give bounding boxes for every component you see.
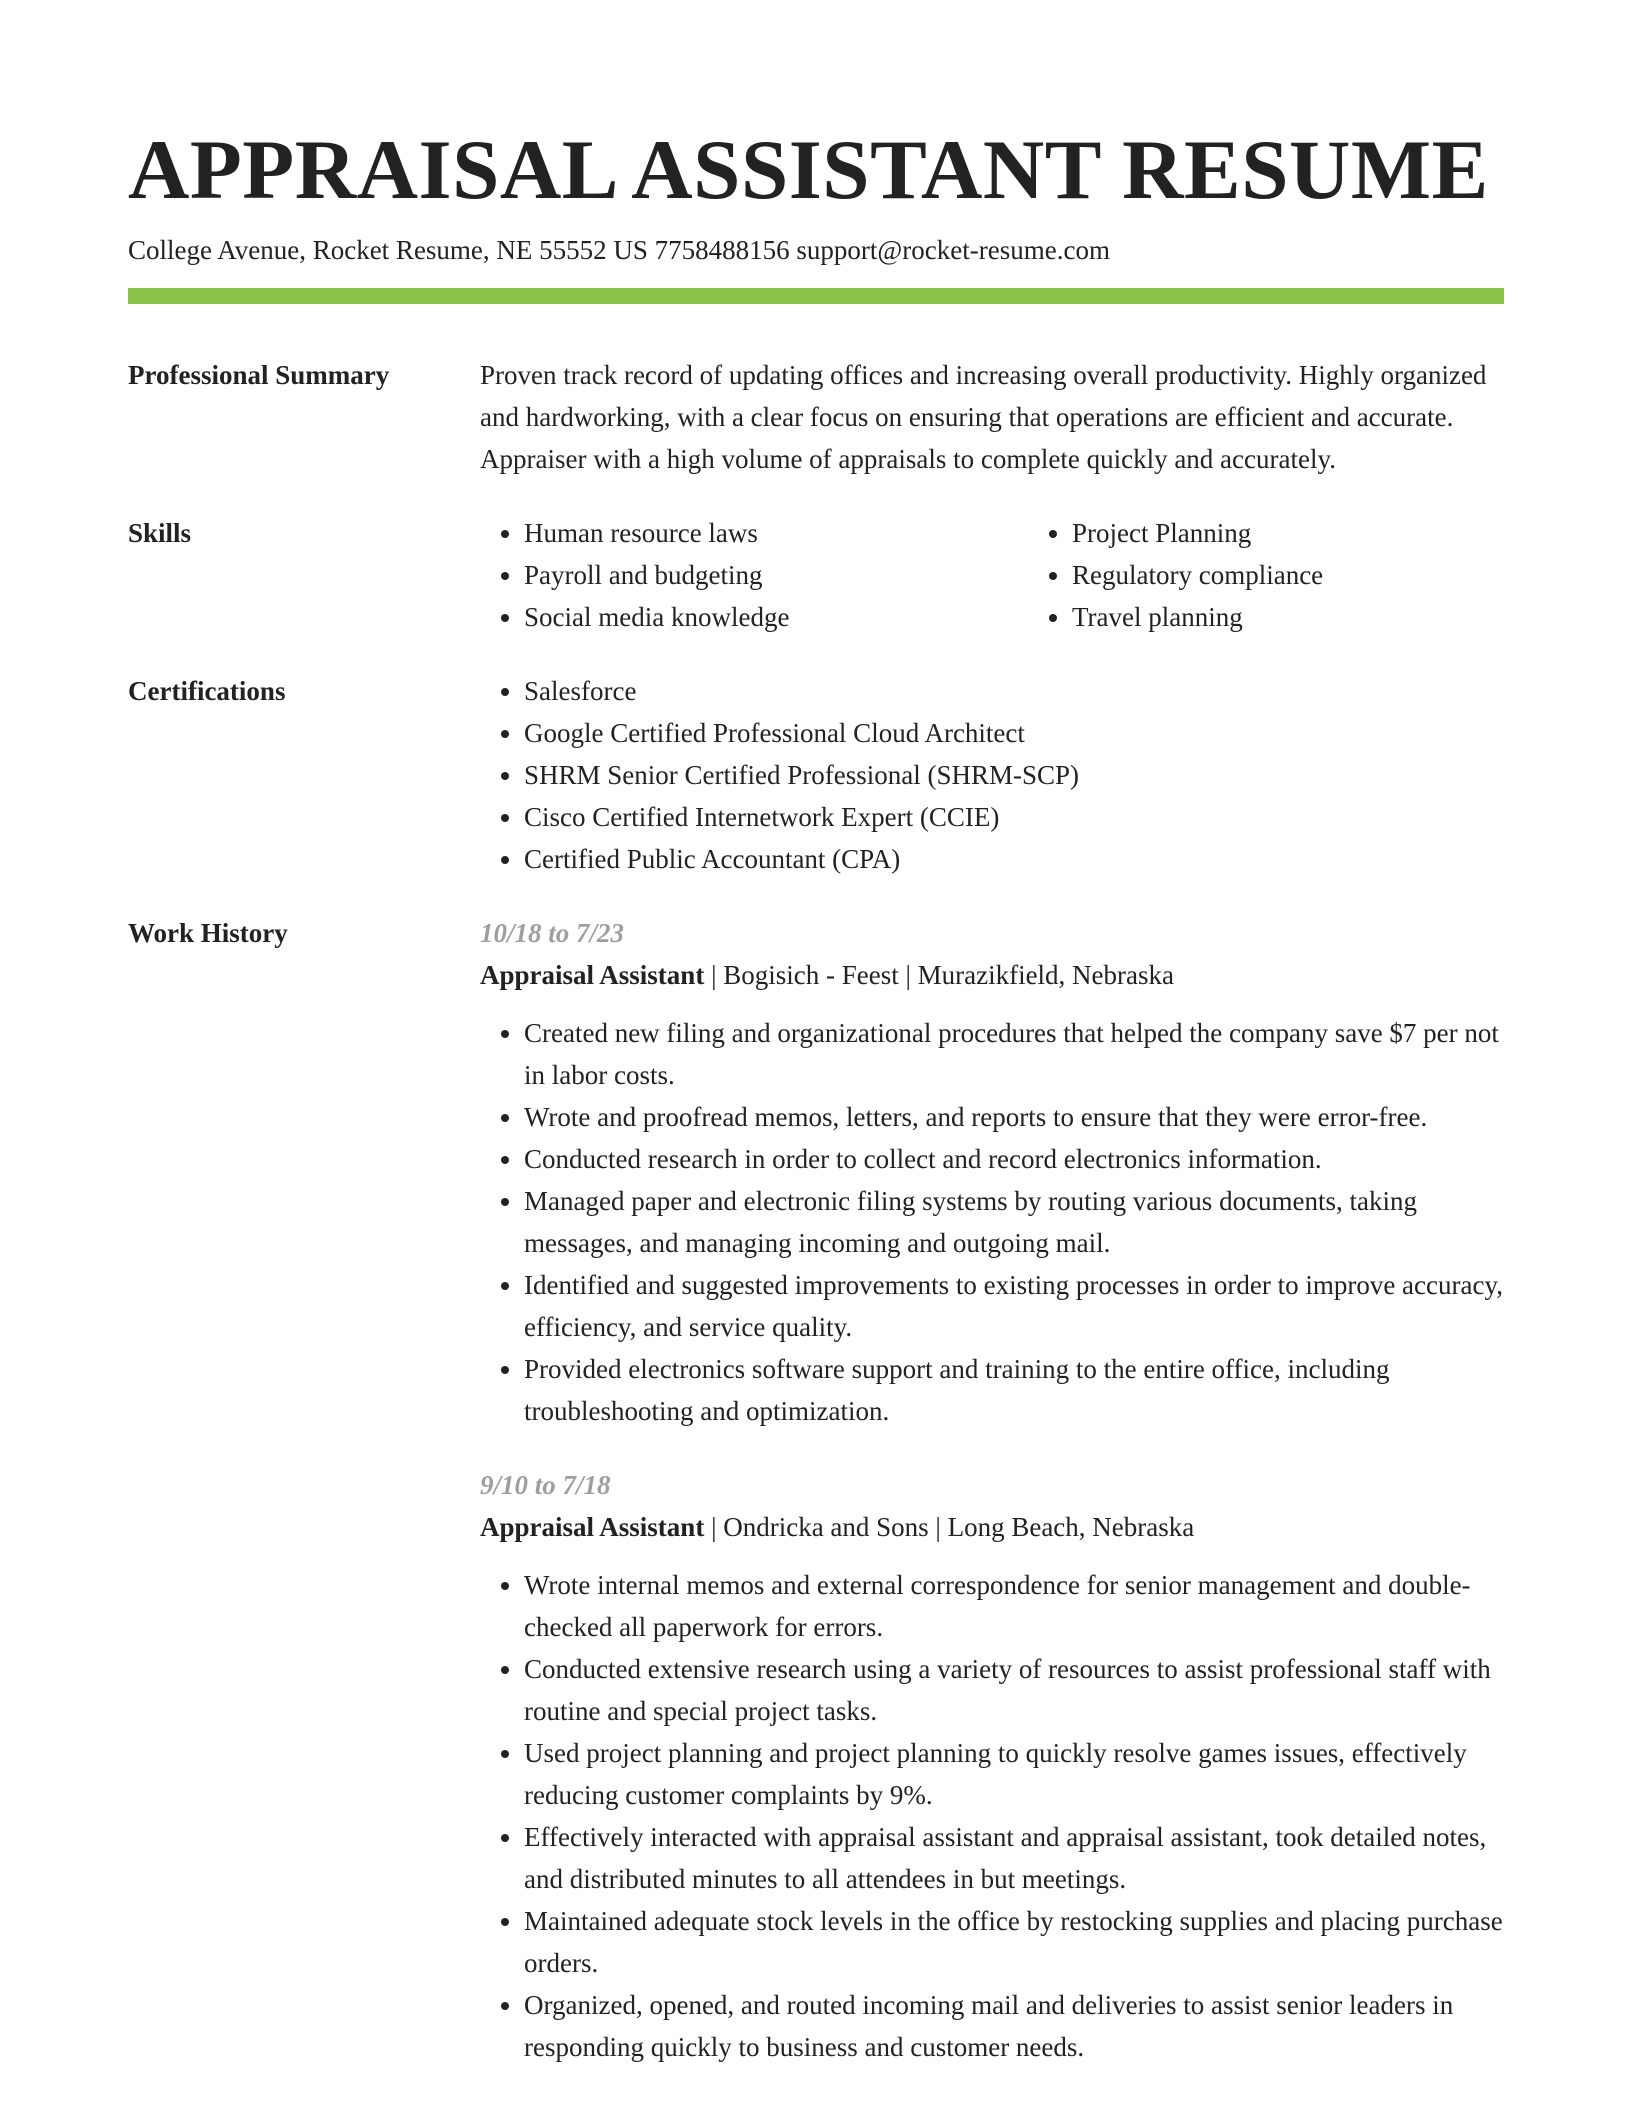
skill-item: • Social media knowledge bbox=[524, 596, 1028, 638]
job-heading bbox=[480, 1506, 1504, 1548]
summary-section bbox=[128, 354, 1504, 480]
contact-line: College Avenue, Rocket Resume, NE 55552 US 7758488156 support@rocket-resume.com bbox=[128, 235, 1110, 265]
skill-item: • Regulatory compliance bbox=[1072, 554, 1592, 596]
skills-section bbox=[128, 512, 1504, 638]
certifications-label: Certifications bbox=[128, 676, 286, 706]
job-dates: 10/18 to 7/23 bbox=[480, 918, 625, 948]
skill-item: • Human resource laws bbox=[524, 512, 1028, 554]
job-entry bbox=[480, 912, 1504, 1432]
certification-item: • SHRM Senior Certified Professional (SHRM-SCP) bbox=[524, 754, 1504, 796]
header-divider bbox=[128, 288, 1504, 304]
job-bullet: • Created new filing and organizational procedures that helped the company save $7 per not in labor costs. bbox=[524, 1012, 1504, 1096]
job-bullet: • Identified and suggested improvements to existing processes in order to improve accuracy, efficiency, and service quality. bbox=[524, 1264, 1504, 1348]
skills-label: Skills bbox=[128, 518, 192, 548]
work-history-section bbox=[128, 912, 1504, 2068]
skills-column-1 bbox=[480, 512, 1028, 638]
certification-item: • Cisco Certified Internetwork Expert (CCIE) bbox=[524, 796, 1504, 838]
skill-item: • Payroll and budgeting bbox=[524, 554, 1028, 596]
job-bullets bbox=[480, 1012, 1504, 1432]
skill-item: • Project Planning bbox=[1072, 512, 1592, 554]
job-bullet: • Used project planning and project planning to quickly resolve games issues, effectively reducing customer complaints by 9%. bbox=[524, 1732, 1504, 1816]
certifications-bullets bbox=[480, 670, 1504, 880]
job-bullet: • Conducted extensive research using a variety of resources to assist professional staff with routine and special project tasks. bbox=[524, 1648, 1504, 1732]
job-title: Appraisal Assistant bbox=[480, 1512, 705, 1542]
summary-text: Proven track record of updating offices and increasing overall productivity. Highly organized and hardworking, with a clear focus on ensuring that operations are efficient and accurate. Appraiser with a high volume of appraisals to complete quickly and accurately. bbox=[480, 360, 1487, 474]
work-history-list bbox=[480, 912, 1504, 2068]
certifications-section bbox=[128, 670, 1504, 880]
job-bullet: • Conducted research in order to collect and record electronics information. bbox=[524, 1138, 1504, 1180]
job-company-location: | Bogisich - Feest | Murazikfield, Nebraska bbox=[704, 960, 1175, 990]
job-bullet: • Effectively interacted with appraisal assistant and appraisal assistant, took detailed notes, and distributed minutes to all attendees in but meetings. bbox=[524, 1816, 1504, 1900]
resume-page bbox=[128, 120, 1504, 2068]
job-bullet: • Managed paper and electronic filing systems by routing various documents, taking messages, and managing incoming and outgoing mail. bbox=[524, 1180, 1504, 1264]
job-bullet: • Wrote internal memos and external correspondence for senior management and double-checked all paperwork for errors. bbox=[524, 1564, 1504, 1648]
certification-item: • Google Certified Professional Cloud Architect bbox=[524, 712, 1504, 754]
job-company-location: | Ondricka and Sons | Long Beach, Nebraska bbox=[704, 1512, 1195, 1542]
work-history-label: Work History bbox=[128, 918, 288, 948]
job-bullet: • Organized, opened, and routed incoming mail and deliveries to assist senior leaders in responding quickly to business and customer needs. bbox=[524, 1984, 1504, 2068]
certification-item: • Certified Public Accountant (CPA) bbox=[524, 838, 1504, 880]
job-title: Appraisal Assistant bbox=[480, 960, 705, 990]
skill-item: • Travel planning bbox=[1072, 596, 1592, 638]
job-heading bbox=[480, 954, 1504, 996]
job-bullets bbox=[480, 1564, 1504, 2068]
job-bullet: • Wrote and proofread memos, letters, and reports to ensure that they were error-free. bbox=[524, 1096, 1504, 1138]
job-bullet: • Maintained adequate stock levels in the office by restocking supplies and placing purchase orders. bbox=[524, 1900, 1504, 1984]
summary-label: Professional Summary bbox=[128, 360, 390, 390]
job-dates: 9/10 to 7/18 bbox=[480, 1470, 611, 1500]
job-entry bbox=[480, 1464, 1504, 2068]
resume-title: APPRAISAL ASSISTANT RESUME bbox=[128, 123, 1489, 217]
certification-item: • Salesforce bbox=[524, 670, 1504, 712]
skills-column-2 bbox=[1028, 512, 1592, 638]
skills-list bbox=[480, 512, 1592, 638]
job-bullet: • Provided electronics software support and training to the entire office, including troubleshooting and optimization. bbox=[524, 1348, 1504, 1432]
certifications-list bbox=[480, 670, 1504, 880]
